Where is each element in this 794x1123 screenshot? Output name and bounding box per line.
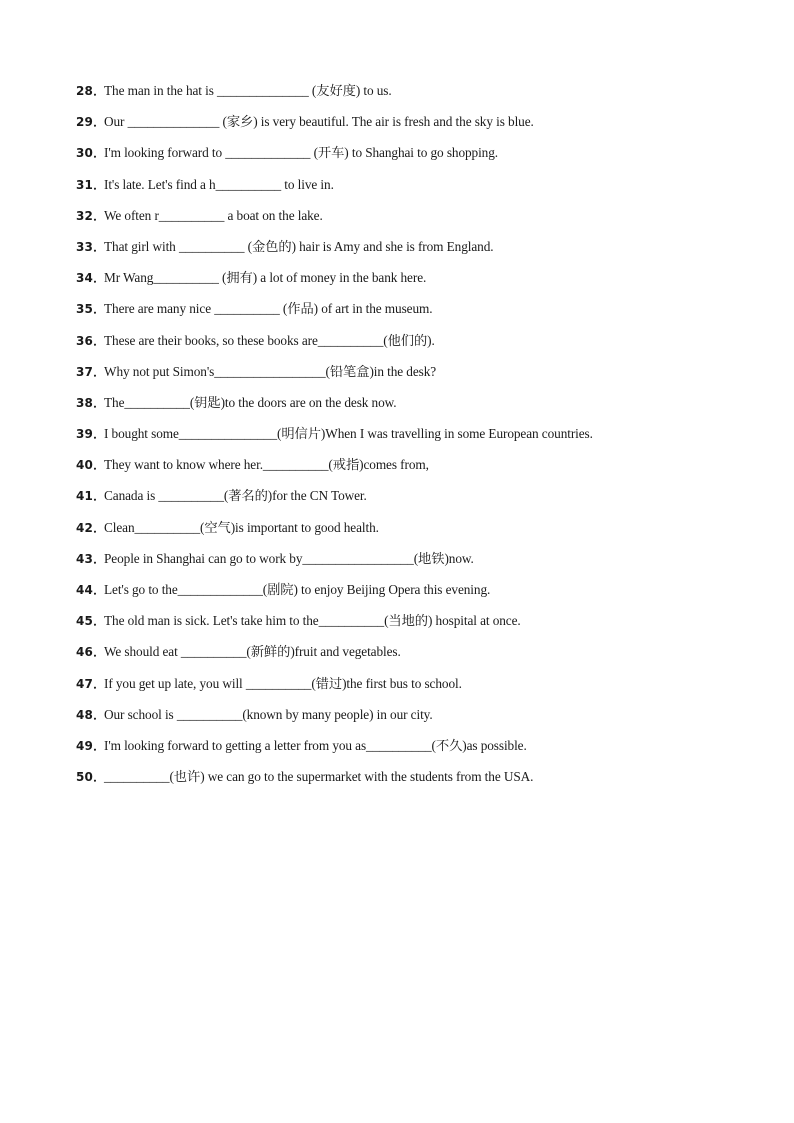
question-item [76, 332, 766, 363]
question-item [76, 176, 766, 207]
question-number: 36． [76, 333, 106, 348]
question-text: If you get up late, you will __________(错过)the first bus to school. [104, 675, 462, 691]
question-number: 45． [76, 614, 106, 629]
question-text: Let's go to the_____________(剧院) to enjoy Beijing Opera this evening. [104, 582, 491, 597]
question-text: That girl with __________ (金色的) hair is Amy and she is from England. [104, 238, 494, 254]
question-item [76, 394, 766, 425]
question-item [76, 550, 766, 581]
question-item [76, 207, 766, 238]
question-text: The old man is sick. Let's take him to the__________(当地的) hospital at once. [104, 613, 521, 629]
question-number: 46． [76, 645, 106, 660]
question-text: We often r__________ a boat on the lake. [104, 207, 323, 223]
question-text: The__________(钥匙)to the doors are on the desk now. [104, 394, 397, 410]
question-text: There are many nice __________ (作品) of art in the museum. [104, 301, 433, 317]
question-text: It's late. Let's find a h__________ to live in. [104, 176, 334, 192]
question-number: 41． [76, 489, 106, 504]
question-number: 32． [76, 208, 106, 223]
question-item [76, 82, 766, 113]
question-number: 29． [76, 115, 106, 130]
question-item [76, 456, 766, 487]
question-text: Our school is __________(known by many people) in our city. [104, 706, 433, 722]
question-text: Our ______________ (家乡) is very beautiful. The air is fresh and the sky is blue. [104, 114, 534, 130]
question-item [76, 612, 766, 643]
question-item [76, 643, 766, 674]
question-number: 33． [76, 239, 106, 254]
question-number: 50． [76, 770, 106, 785]
question-number: 35． [76, 302, 106, 317]
question-text: __________(也许) we can go to the supermarket with the students from the USA. [104, 769, 534, 785]
question-item [76, 238, 766, 269]
question-text: Mr Wang__________ (拥有) a lot of money in the bank here. [104, 270, 427, 286]
question-number: 44． [76, 583, 106, 597]
question-number: 31． [76, 177, 106, 192]
question-number: 28． [76, 84, 106, 98]
question-item [76, 675, 766, 706]
question-text: I'm looking forward to _____________ (开车) to Shanghai to go shopping. [104, 145, 499, 161]
question-item [76, 113, 766, 144]
question-number: 47． [76, 676, 106, 691]
question-number: 37． [76, 364, 106, 379]
question-number: 39． [76, 427, 106, 442]
question-item [76, 768, 766, 799]
question-item [76, 300, 766, 331]
question-text: These are their books, so these books are__________(他们的). [104, 332, 435, 348]
question-number: 40． [76, 458, 106, 473]
question-text: Why not put Simon's_________________(铅笔盒)in the desk? [104, 363, 437, 379]
question-number: 38． [76, 395, 106, 410]
question-number: 43． [76, 551, 106, 566]
question-item [76, 144, 766, 175]
question-item [76, 737, 766, 768]
question-text: Canada is __________(著名的)for the CN Tower. [104, 488, 367, 504]
question-number: 48． [76, 707, 106, 722]
question-text: We should eat __________(新鲜的)fruit and vegetables. [104, 644, 401, 660]
question-text: The man in the hat is ______________ (友好度) to us. [104, 83, 392, 98]
question-number: 34． [76, 271, 106, 286]
question-text: They want to know where her.__________(戒指)comes from, [104, 457, 429, 473]
question-item [76, 581, 766, 612]
question-item [76, 706, 766, 737]
question-text: I'm looking forward to getting a letter from you as__________(不久)as possible. [104, 737, 527, 753]
question-list [76, 82, 766, 799]
question-number: 30． [76, 146, 106, 161]
question-item [76, 425, 766, 456]
question-text: I bought some_______________(明信片)When I was travelling in some European countries. [104, 426, 593, 442]
question-item [76, 487, 766, 518]
question-item [76, 519, 766, 550]
question-number: 42． [76, 520, 106, 535]
question-item [76, 269, 766, 300]
question-text: People in Shanghai can go to work by_________________(地铁)now. [104, 550, 474, 566]
question-text: Clean__________(空气)is important to good health. [104, 519, 379, 535]
question-number: 49． [76, 738, 106, 753]
question-item [76, 363, 766, 394]
